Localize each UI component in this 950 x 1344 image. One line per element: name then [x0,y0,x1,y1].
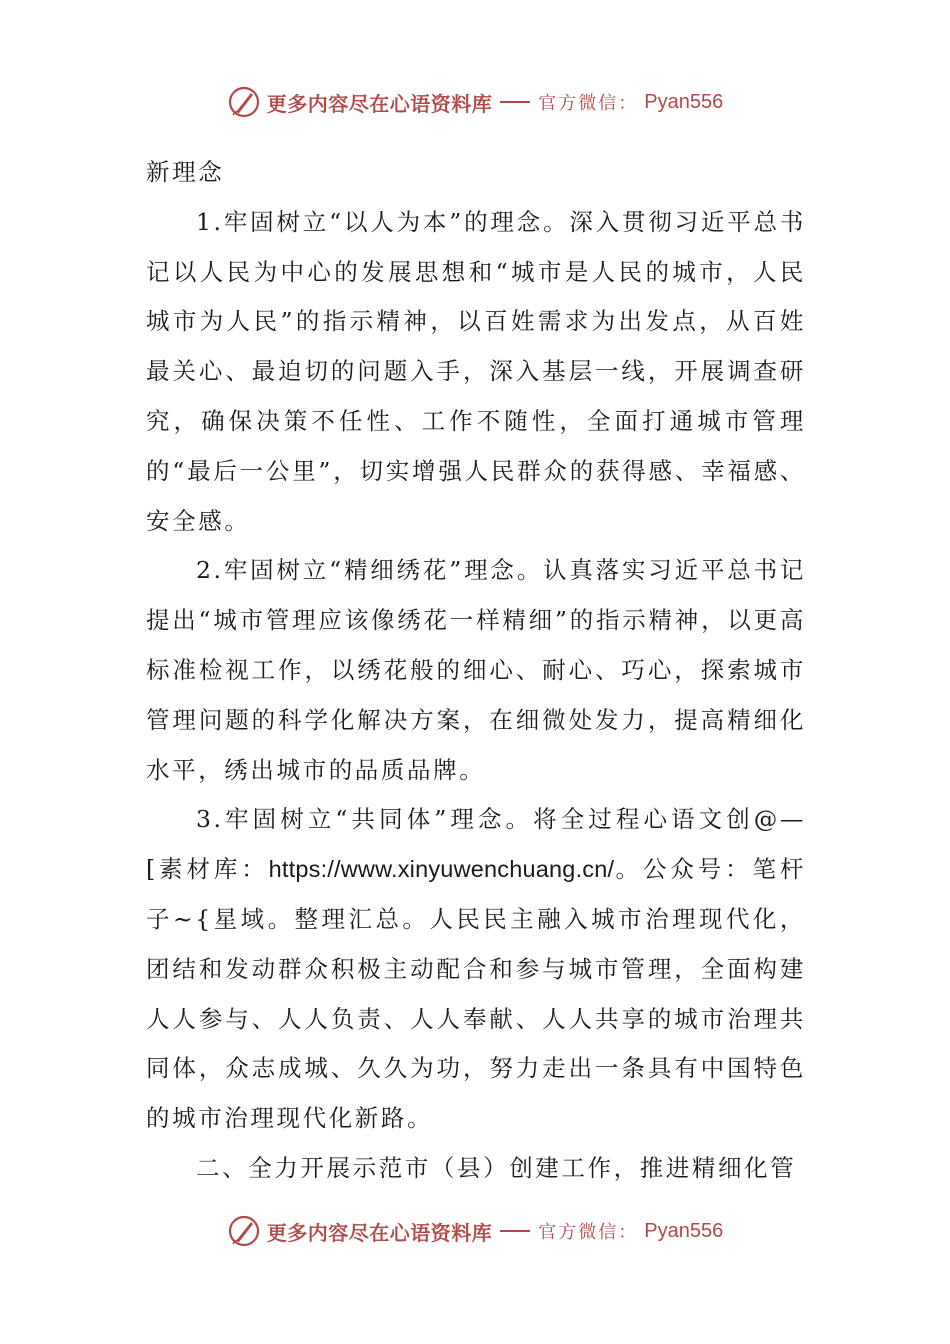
paragraph-fine-embroidery: 2.牢固树立“精细绣花”理念。认真落实习近平总书记提出“城市管理应该像绣花一样精细”的指示精神，以更高标准检视工作，以绣花般的细心、耐心、巧心，探索城市管理问题的科学化解决方案，在细微处发力，提高精细化水平，绣出城市的品质品牌。 [146,556,806,784]
header-separator [500,101,530,103]
paragraph-community-text-a: 3.牢固树立“共同体”理念。将全过程心语文创@—[素材库： [146,805,806,884]
paragraph-community-text-b: 。公众号：笔杆子~{星域。整理汇总。人民民主融入城市治理现代化，团结和发动群众积极主动配合和参与城市管理，全面构建人人参与、人人负责、人人奉献、人人共享的城市治理共同体，众志成城、久久为功，努力走出一条具有中国特色的城市治理现代化新路。 [146,855,806,1133]
footer-separator [500,1230,530,1232]
footer-site-text: 更多内容尽在心语资料库 [266,1220,493,1245]
footer-watermark [0,1211,950,1251]
header-site-text: 更多内容尽在心语资料库 [266,91,493,116]
footer-wechat-id: Pyan556 [644,1219,724,1242]
header-wechat-label: 官方微信： [538,93,639,114]
document-body [146,148,806,1194]
header-wechat-id: Pyan556 [644,90,724,113]
paragraph-community [146,795,806,1144]
footer-wechat-label: 官方微信： [538,1222,639,1243]
paragraph-people-centered: 1.牢固树立“以人为本”的理念。深入贯彻习近平总书记以人民为中心的发展思想和“城市是人民的城市，人民城市为人民”的指示精神，以百姓需求为出发点，从百姓最关心、最迫切的问题入手，深入基层一线，开展调查研究，确保决策不任性、工作不随性，全面打通城市管理的“最后一公里”，切实增强人民群众的获得感、幸福感、安全感。 [146,207,806,535]
section-heading-two: 二、全力开展示范市（县）创建工作，推进精细化管 [196,1153,797,1182]
header-watermark [0,82,950,122]
quill-logo-icon [227,85,261,119]
quill-logo-icon [227,1214,261,1248]
paragraph-continuation: 新理念 [146,158,225,186]
source-url-link[interactable]: https://www.xinyuwenchuang.cn/ [268,856,615,883]
